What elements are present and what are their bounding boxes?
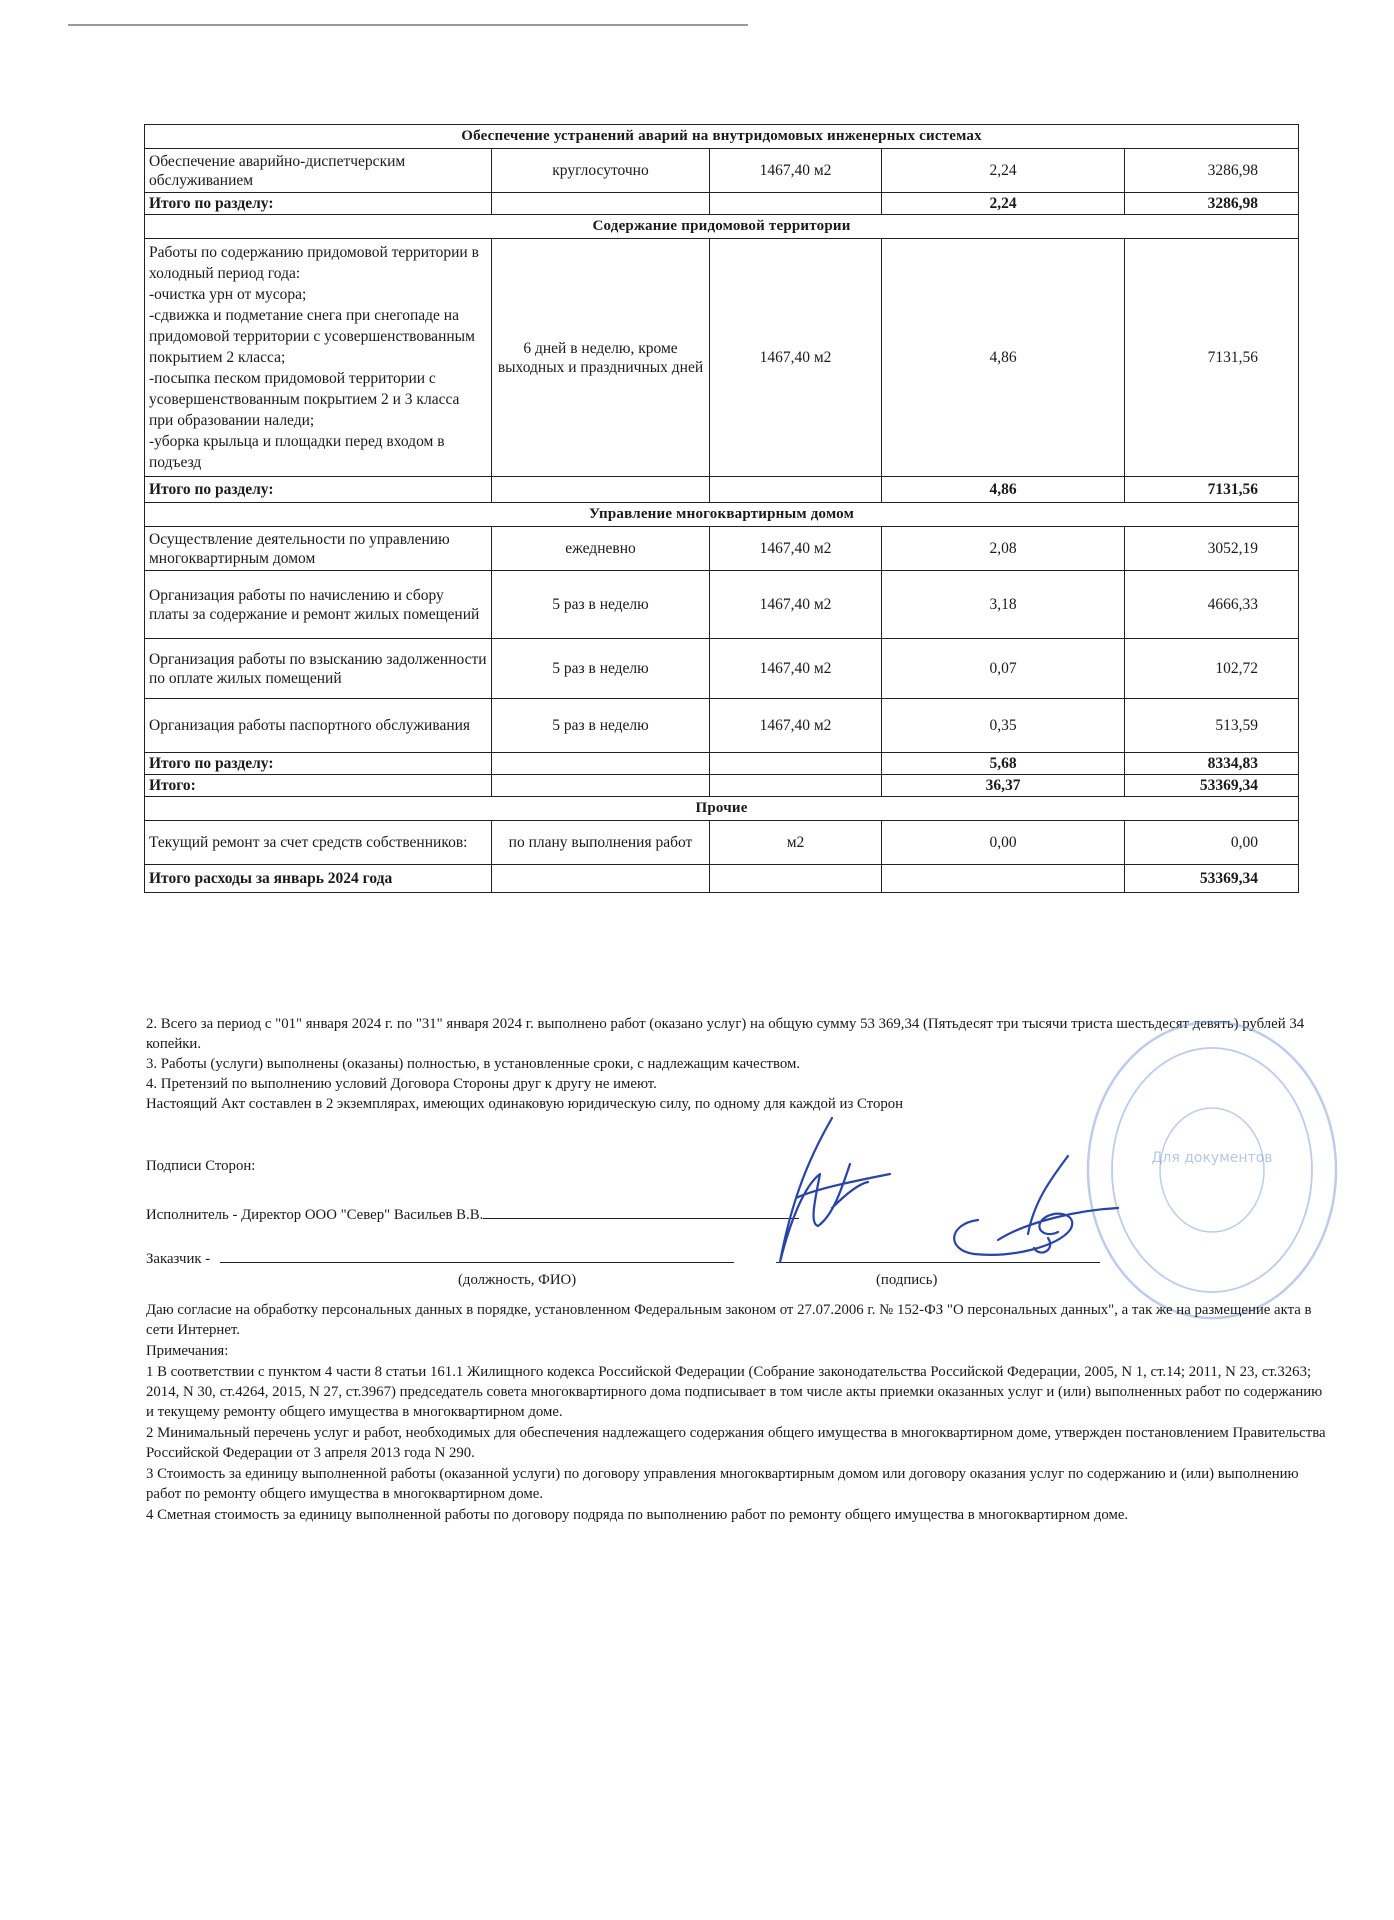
remarks-heading: Примечания: [146,1343,229,1359]
empty-cell [492,865,710,893]
customer-position-line [220,1246,734,1263]
table-row [145,239,1299,477]
section-title: Обеспечение устранений аварий на внутридомовых инженерных системах [145,125,1299,149]
section-total-row [145,193,1299,215]
empty-cell [492,477,710,503]
total-rate: 2,24 [882,193,1125,215]
service-area: 1467,40 м2 [710,239,882,477]
service-frequency: ежедневно [492,527,710,571]
service-name: Организация работы паспортного обслуживания [145,699,492,753]
signatures-heading: Подписи Сторон: [146,1158,256,1174]
statement-total: 2. Всего за период с "01" января 2024 г. по "31" января 2024 г. выполнено работ (оказано услуг) на общую сумму 53 369,34 (Пятьдесят три тысячи триста шестьдесят девять) рублей 34 копейки. [146,1016,1305,1052]
section-total-row [145,753,1299,775]
remark-1: 1 В соответствии с пунктом 4 части 8 статьи 161.1 Жилищного кодекса Российской Федерации (Собрание законодательства Российской Федерации, 2005, N 1, ст.14; 2011, N 23, ст.3263; 2014, N 30, ст.4264, 2015, N 27, ст.3967) председатель совета многоквартирного дома подписывает в том числе акты приемки оказанных услуг и (или) выполненных работ по содержанию и текущему ремонту общего имущества в многоквартирном доме. [146,1364,1323,1420]
total-label: Итого: [145,775,492,797]
customer-signature [938,1150,1128,1280]
section-header-row [145,125,1299,149]
service-frequency: 5 раз в неделю [492,699,710,753]
service-sum: 513,59 [1125,699,1299,753]
service-area: 1467,40 м2 [710,527,882,571]
statement-copies: Настоящий Акт составлен в 2 экземплярах, имеющих одинаковую юридическую силу, по одному для каждой из Сторон [146,1096,904,1112]
remark-4: 4 Сметная стоимость за единицу выполненной работы по договору подряда по выполнению работ по ремонту общего имущества в многоквартирном доме. [146,1507,1129,1523]
statement-quality: 3. Работы (услуги) выполнены (оказаны) полностью, в установленные сроки, с надлежащим качеством. [146,1056,801,1072]
service-area: 1467,40 м2 [710,639,882,699]
service-sum: 7131,56 [1125,239,1299,477]
empty-cell [492,753,710,775]
service-frequency: 6 дней в неделю, кроме выходных и праздничных дней [492,239,710,477]
empty-cell [492,193,710,215]
section-title: Управление многоквартирным домом [145,503,1299,527]
total-sum: 3286,98 [1125,193,1299,215]
service-frequency: по плану выполнения работ [492,821,710,865]
table-row [145,821,1299,865]
statement-claims: 4. Претензий по выполнению условий Договора Стороны друг к другу не имеют. [146,1076,657,1092]
section-header-row [145,503,1299,527]
service-sum: 3286,98 [1125,149,1299,193]
total-rate: 4,86 [882,477,1125,503]
empty-cell [710,477,882,503]
service-name: Обеспечение аварийно-диспетчерским обслуживанием [145,149,492,193]
empty-cell [882,865,1125,893]
service-rate: 3,18 [882,571,1125,639]
total-label: Итого по разделу: [145,477,492,503]
service-name: Работы по содержанию придомовой территории в холодный период года: -очистка урн от мусора; -сдвижка и подметание снега при снегопаде на придомовой территории с усовершенствованным покрытием 2 класса; -посыпка песком придомовой территории с усовершенствованным покрытием 2 и 3 класса при образовании наледи; -уборка крыльца и площадки перед входом в подъезд [145,239,492,477]
service-sum: 102,72 [1125,639,1299,699]
total-sum: 53369,34 [1125,865,1299,893]
total-label: Итого расходы за январь 2024 года [145,865,492,893]
empty-cell [710,775,882,797]
service-rate: 0,00 [882,821,1125,865]
service-area: 1467,40 м2 [710,699,882,753]
empty-cell [710,193,882,215]
total-label: Итого по разделу: [145,193,492,215]
service-rate: 2,08 [882,527,1125,571]
service-sum: 0,00 [1125,821,1299,865]
executor-signature [740,1112,900,1272]
grand-total-row [145,775,1299,797]
total-sum: 53369,34 [1125,775,1299,797]
top-rule [68,24,748,26]
section-title: Содержание придомовой территории [145,215,1299,239]
services-table [144,124,1299,893]
table-row [145,571,1299,639]
service-area: 1467,40 м2 [710,571,882,639]
remark-3: 3 Стоимость за единицу выполненной работы (оказанной услуги) по договору управления многоквартирным домом или договору оказания услуг по содержанию и (или) выполнению работ по ремонту общего имущества в многоквартирном доме. [146,1466,1299,1502]
table-row [145,699,1299,753]
executor-label: Исполнитель - Директор ООО "Север" Васильев В.В. [146,1207,484,1223]
empty-cell [492,775,710,797]
service-rate: 0,35 [882,699,1125,753]
service-frequency: 5 раз в неделю [492,639,710,699]
customer-label: Заказчик - [146,1251,211,1267]
total-rate: 36,37 [882,775,1125,797]
remark-2: 2 Минимальный перечень услуг и работ, необходимых для обеспечения надлежащего содержания общего имущества в многоквартирном доме, утвержден постановлением Правительства Российской Федерации от 3 апреля 2013 года N 290. [146,1425,1326,1461]
service-name: Осуществление деятельности по управлению многоквартирным домом [145,527,492,571]
final-total-row [145,865,1299,893]
empty-cell [710,865,882,893]
service-frequency: круглосуточно [492,149,710,193]
service-area: 1467,40 м2 [710,149,882,193]
service-rate: 2,24 [882,149,1125,193]
caption-signature: (подпись) [876,1272,938,1288]
section-total-row [145,477,1299,503]
service-frequency: 5 раз в неделю [492,571,710,639]
service-area: м2 [710,821,882,865]
service-name: Организация работы по начислению и сбору платы за содержание и ремонт жилых помещений [145,571,492,639]
total-sum: 8334,83 [1125,753,1299,775]
executor-line [146,1202,799,1224]
caption-position: (должность, ФИО) [458,1272,577,1288]
table-row [145,527,1299,571]
remarks-block [146,1300,1326,1526]
empty-cell [710,753,882,775]
total-rate: 5,68 [882,753,1125,775]
section-header-row [145,797,1299,821]
total-label: Итого по разделу: [145,753,492,775]
service-rate: 4,86 [882,239,1125,477]
table-row [145,639,1299,699]
service-name: Текущий ремонт за счет средств собственников: [145,821,492,865]
service-sum: 4666,33 [1125,571,1299,639]
seal-text: Для документов [1151,1150,1273,1166]
service-rate: 0,07 [882,639,1125,699]
service-sum: 3052,19 [1125,527,1299,571]
section-header-row [145,215,1299,239]
table-row [145,149,1299,193]
section-title: Прочие [145,797,1299,821]
consent-text: Даю согласие на обработку персональных данных в порядке, установленном Федеральным законом от 27.07.2006 г. № 152-ФЗ "О персональных данных", а так же на размещение акта в сети Интернет. [146,1302,1312,1338]
service-name: Организация работы по взысканию задолженности по оплате жилых помещений [145,639,492,699]
total-sum: 7131,56 [1125,477,1299,503]
